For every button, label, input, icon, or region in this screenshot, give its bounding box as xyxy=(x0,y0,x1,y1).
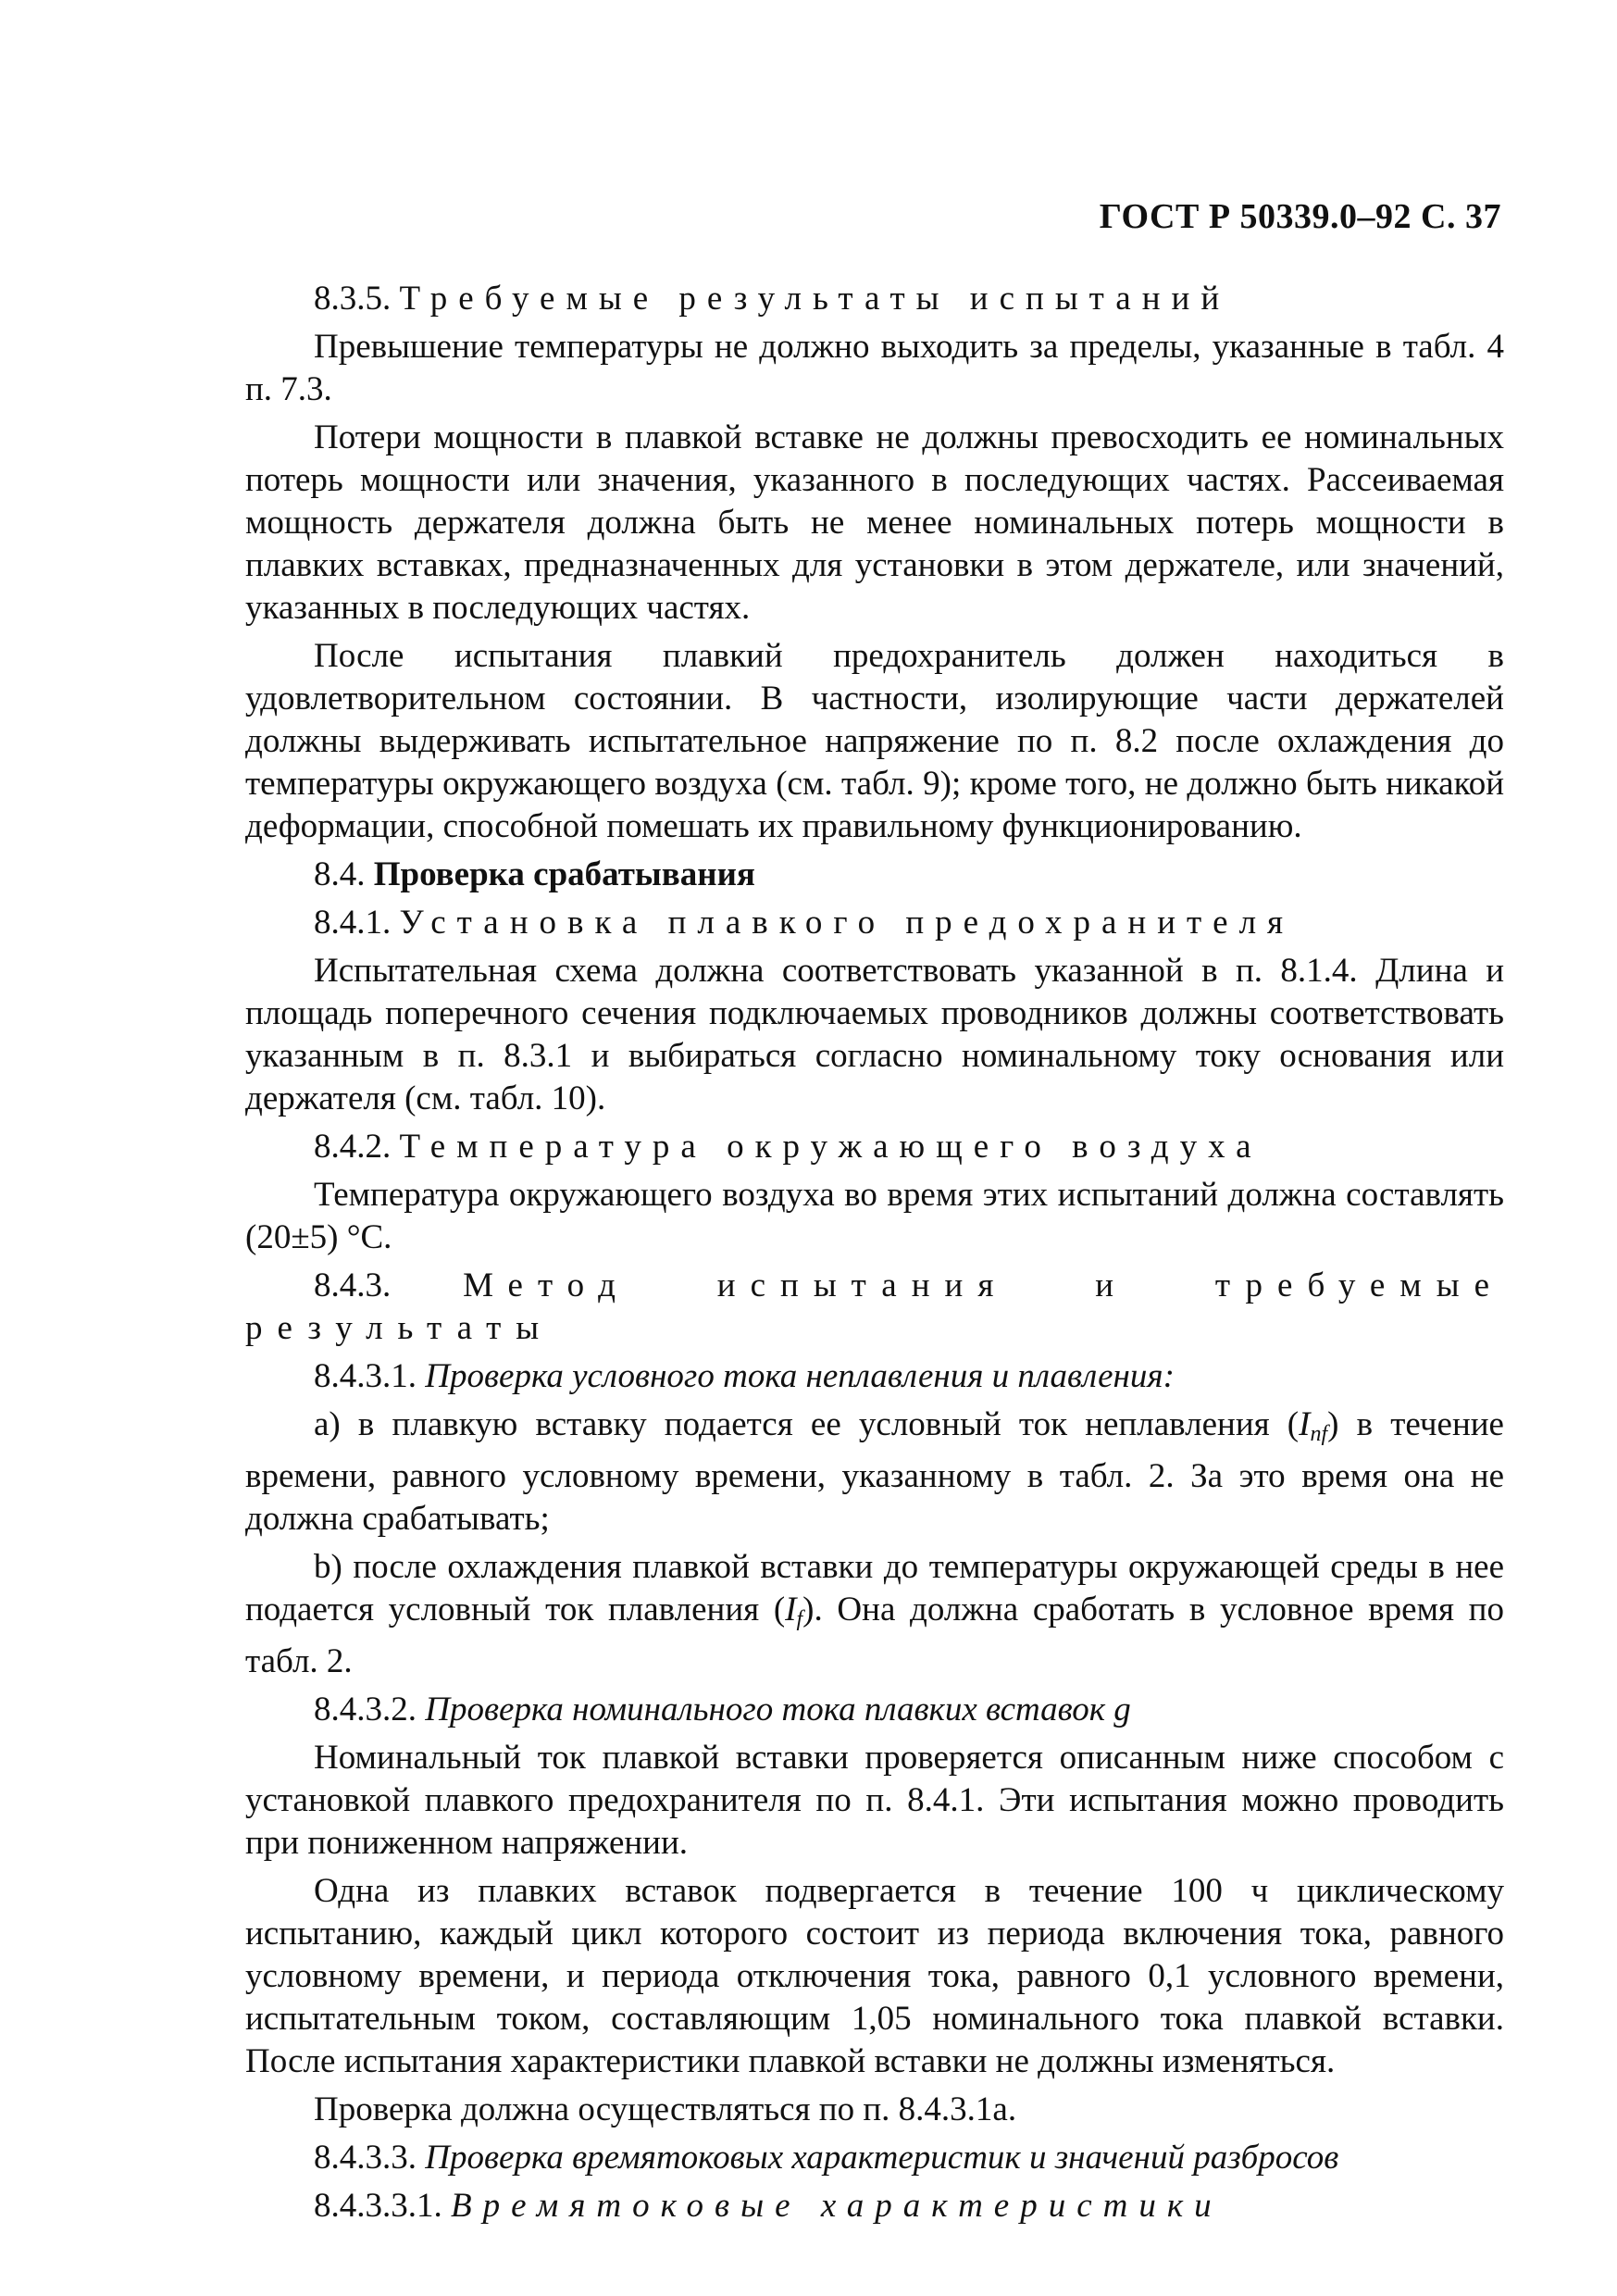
heading-8-4-3-1 xyxy=(245,1355,1504,1398)
heading-8-3-5 xyxy=(245,278,1504,320)
current-subscript: nf xyxy=(1310,1422,1328,1446)
section-title: Проверка срабатывания xyxy=(373,855,755,893)
paragraph: Номинальный ток плавкой вставки проверяется описанным ниже способом с установкой плавкого предохранителя по п. 8.4.1. Эти испытания можно проводить при пониженном напряжении. xyxy=(245,1739,1504,1862)
heading-8-4-3-3-1 xyxy=(245,2185,1504,2227)
paragraph: Потери мощности в плавкой вставке не должны превосходить ее номинальных потерь мощности или значения, указанного в последующих частях. Рассеиваемая мощность держателя должна быть не менее номинальных потерь мощности в плавких вставках, предназначенных для установки в этом держателе, или значений, указанных в последующих частях. xyxy=(245,418,1504,627)
section-number: 8.4.3.1. xyxy=(314,1357,417,1395)
paragraph: После испытания плавкий предохранитель должен находиться в удовлетворительном состоянии. В частности, изолирующие части держателей должны выдерживать испытательное напряжение по п. 8.2 после охлаждения до температуры окружающего воздуха (см. табл. 9); кроме того, не должно быть никакой деформации, способной помешать их правильному функционированию. xyxy=(245,637,1504,845)
section-number: 8.4.1. xyxy=(314,904,392,942)
heading-8-4-3-2 xyxy=(245,1689,1504,1731)
section-title: Проверка времятоковых характеристик и значений разбросов xyxy=(425,2139,1339,2177)
current-symbol: I xyxy=(1299,1405,1311,1443)
section-title: Времятоковые характеристики xyxy=(451,2187,1223,2225)
heading-8-4-3-3 xyxy=(245,2137,1504,2179)
section-title: Проверка условного тока неплавления и плавления: xyxy=(425,1357,1175,1395)
page-body xyxy=(245,278,1504,2233)
heading-8-4-2 xyxy=(245,1126,1504,1168)
paragraph: Одна из плавких вставок подвергается в течение 100 ч циклическому испытанию, каждый цикл которого состоит из периода включения тока, равного условному времени, и периода отключения тока, равного 0,1 условного времени, испытательным током, составляющим 1,05 номинального тока плавкой вставки. После испытания характеристики плавкой вставки не должны изменяться. xyxy=(245,1872,1504,2080)
section-number: 8.4.3. xyxy=(314,1267,392,1304)
section-title: Проверка номинального тока плавких вставок g xyxy=(425,1691,1131,1728)
paragraph: Температура окружающего воздуха во время этих испытаний должна составлять (20±5) °С. xyxy=(245,1176,1504,1256)
section-title: Установка плавкого предохранителя xyxy=(399,904,1295,942)
paragraph: Превышение температуры не должно выходить за пределы, указанные в табл. 4 п. 7.3. xyxy=(245,328,1504,408)
heading-8-4-1 xyxy=(245,902,1504,944)
heading-8-4 xyxy=(245,854,1504,896)
section-title: Требуемые результаты испытаний xyxy=(399,280,1231,318)
list-item-b: b) после охлаждения плавкой вставки до температуры окружающей среды в нее подается условный ток плавления $(I_f)$. Она должна сработать в условное время по табл. 2. xyxy=(245,1548,1504,1680)
section-number: 8.3.5. xyxy=(314,280,392,318)
paragraph: Испытательная схема должна соответствовать указанной в п. 8.1.4. Длина и площадь поперечного сечения подключаемых проводников должны соответствовать указанным в п. 8.3.1 и выбираться согласно номинальному току основания или держателя (см. табл. 10). xyxy=(245,952,1504,1117)
current-subscript: f xyxy=(796,1607,803,1631)
section-title: Температура окружающего воздуха xyxy=(399,1128,1263,1166)
section-number: 8.4.3.2. xyxy=(314,1691,417,1728)
section-number: 8.4.3.3.1. xyxy=(314,2187,442,2225)
paragraph: Проверка должна осуществляться по п. 8.4.3.1a. xyxy=(314,2090,1017,2128)
list-item-a: a) в плавкую вставку подается ее условный ток неплавления $(I_{nf})$ в течение времени, равного условному времени, указанному в табл. 2. За это время она не должна срабатывать; xyxy=(245,1405,1504,1538)
section-number: 8.4.3.3. xyxy=(314,2139,417,2177)
section-number: 8.4.2. xyxy=(314,1128,392,1166)
section-number: 8.4. xyxy=(314,855,366,893)
current-symbol: I xyxy=(785,1591,797,1628)
running-header: ГОСТ Р 50339.0–92 С. 37 xyxy=(1099,197,1501,236)
heading-8-4-3 xyxy=(245,1265,1504,1350)
section-title: Метод испытания и требуемые результаты xyxy=(245,1267,1505,1347)
